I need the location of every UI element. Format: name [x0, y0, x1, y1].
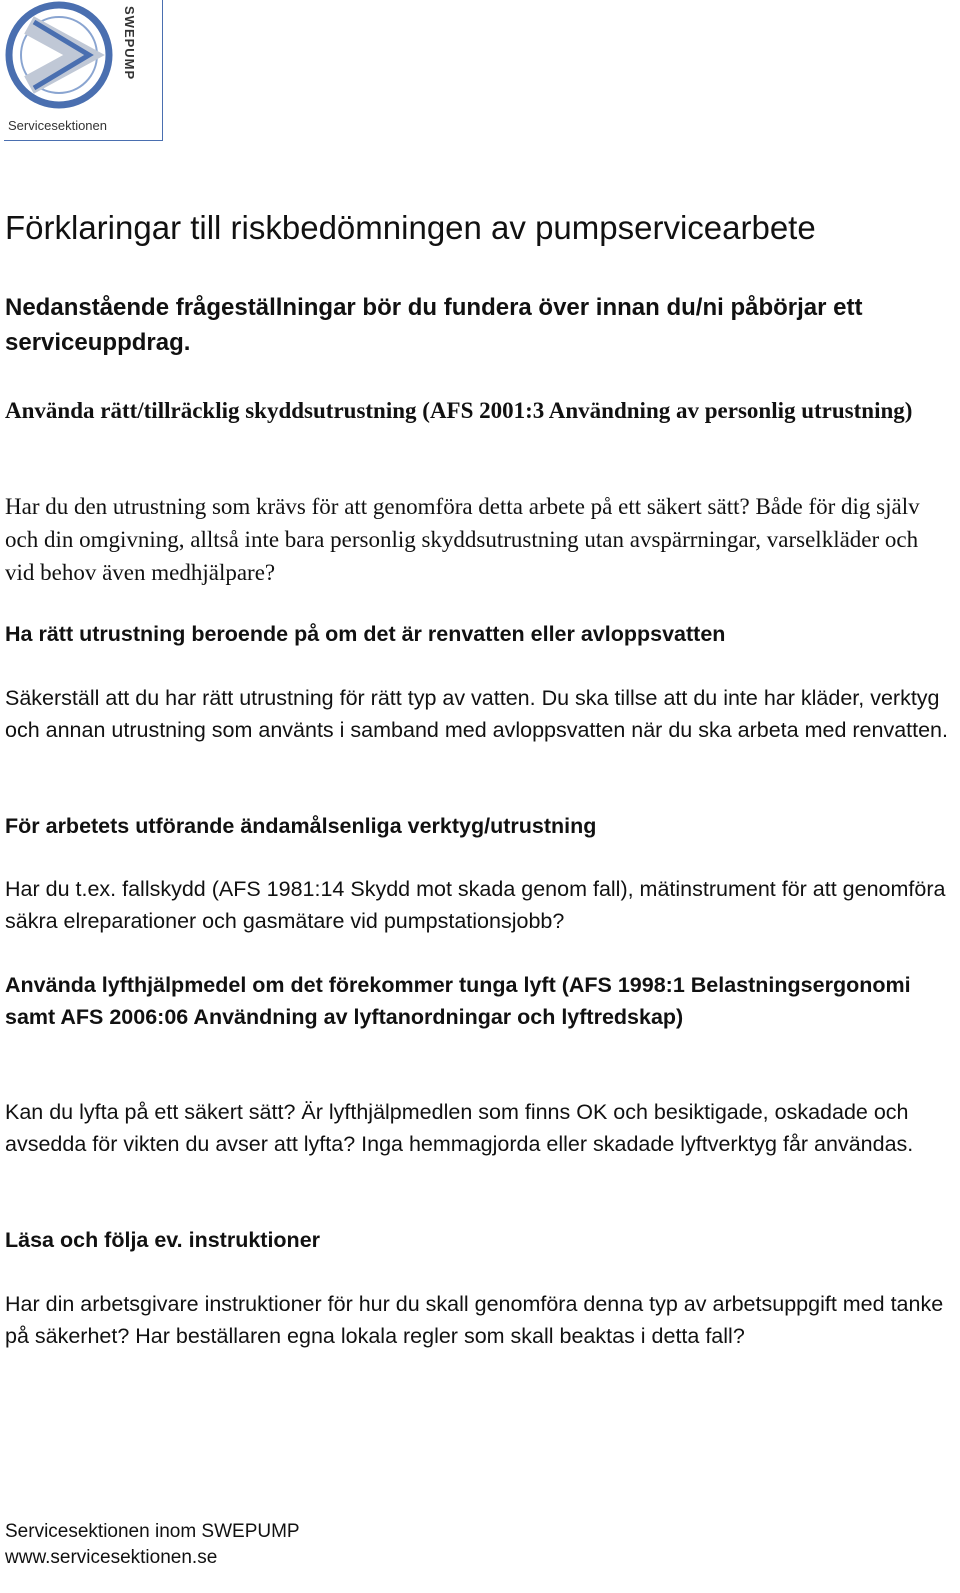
intro-text: Nedanstående frågeställningar bör du fundera över innan du/ni påbörjar ett serviceuppdrag.: [5, 294, 863, 356]
section-heading: Ha rätt utrustning beroende på om det är renvatten eller avloppsvatten: [5, 622, 726, 646]
logo-brand: SWEPUMP: [122, 6, 137, 81]
page-footer: [5, 1519, 300, 1571]
section-body: Kan du lyfta på ett säkert sätt? Är lyfthjälpmedlen som finns OK och besiktigade, oskadade och avsedda för vikten du avser att lyfta? Inga hemmagjorda eller skadade lyftverktyg får användas.: [5, 1100, 914, 1156]
document-title: Förklaringar till riskbedömningen av pumpservicearbete: [5, 209, 816, 246]
section-heading: Använda lyfthjälpmedel om det förekommer tunga lyft (AFS 1998:1 Belastningsergonomi samt AFS 2006:06 Användning av lyftanordningar och lyftredskap): [5, 973, 911, 1029]
logo-caption: Servicesektionen: [8, 118, 107, 133]
footer-website-link[interactable]: www.servicesektionen.se: [5, 1547, 218, 1568]
section-body: Har du t.ex. fallskydd (AFS 1981:14 Skydd mot skada genom fall), mätinstrument för att genomföra säkra elreparationer och gasmätare vid pumpstationsjobb?: [5, 877, 946, 933]
section-body: Säkerställ att du har rätt utrustning för rätt typ av vatten. Du ska tillse att du inte har kläder, verktyg och annan utrustning som använts i samband med avloppsvatten när du ska arbeta med renvatten.: [5, 686, 948, 742]
section-heading: Läsa och följa ev. instruktioner: [5, 1228, 321, 1252]
section-heading: För arbetets utförande ändamålsenliga verktyg/utrustning: [5, 814, 597, 838]
swepump-logo: [4, 0, 163, 141]
section-heading: Använda rätt/tillräcklig skyddsutrustning (AFS 2001:3 Användning av personlig utrustning): [5, 398, 913, 423]
section-body: Har du den utrustning som krävs för att genomföra detta arbete på ett säkert sätt? Både för dig själv och din omgivning, alltså inte bara personlig skyddsutrustning utan avspärrningar, varselkläder och vid behov även medhjälpare?: [5, 494, 920, 585]
footer-organization: Servicesektionen inom SWEPUMP: [5, 1521, 300, 1542]
section-body: Har din arbetsgivare instruktioner för hur du skall genomföra denna typ av arbetsuppgift med tanke på säkerhet? Har beställaren egna lokala regler som skall beaktas i detta fall?: [5, 1292, 944, 1348]
